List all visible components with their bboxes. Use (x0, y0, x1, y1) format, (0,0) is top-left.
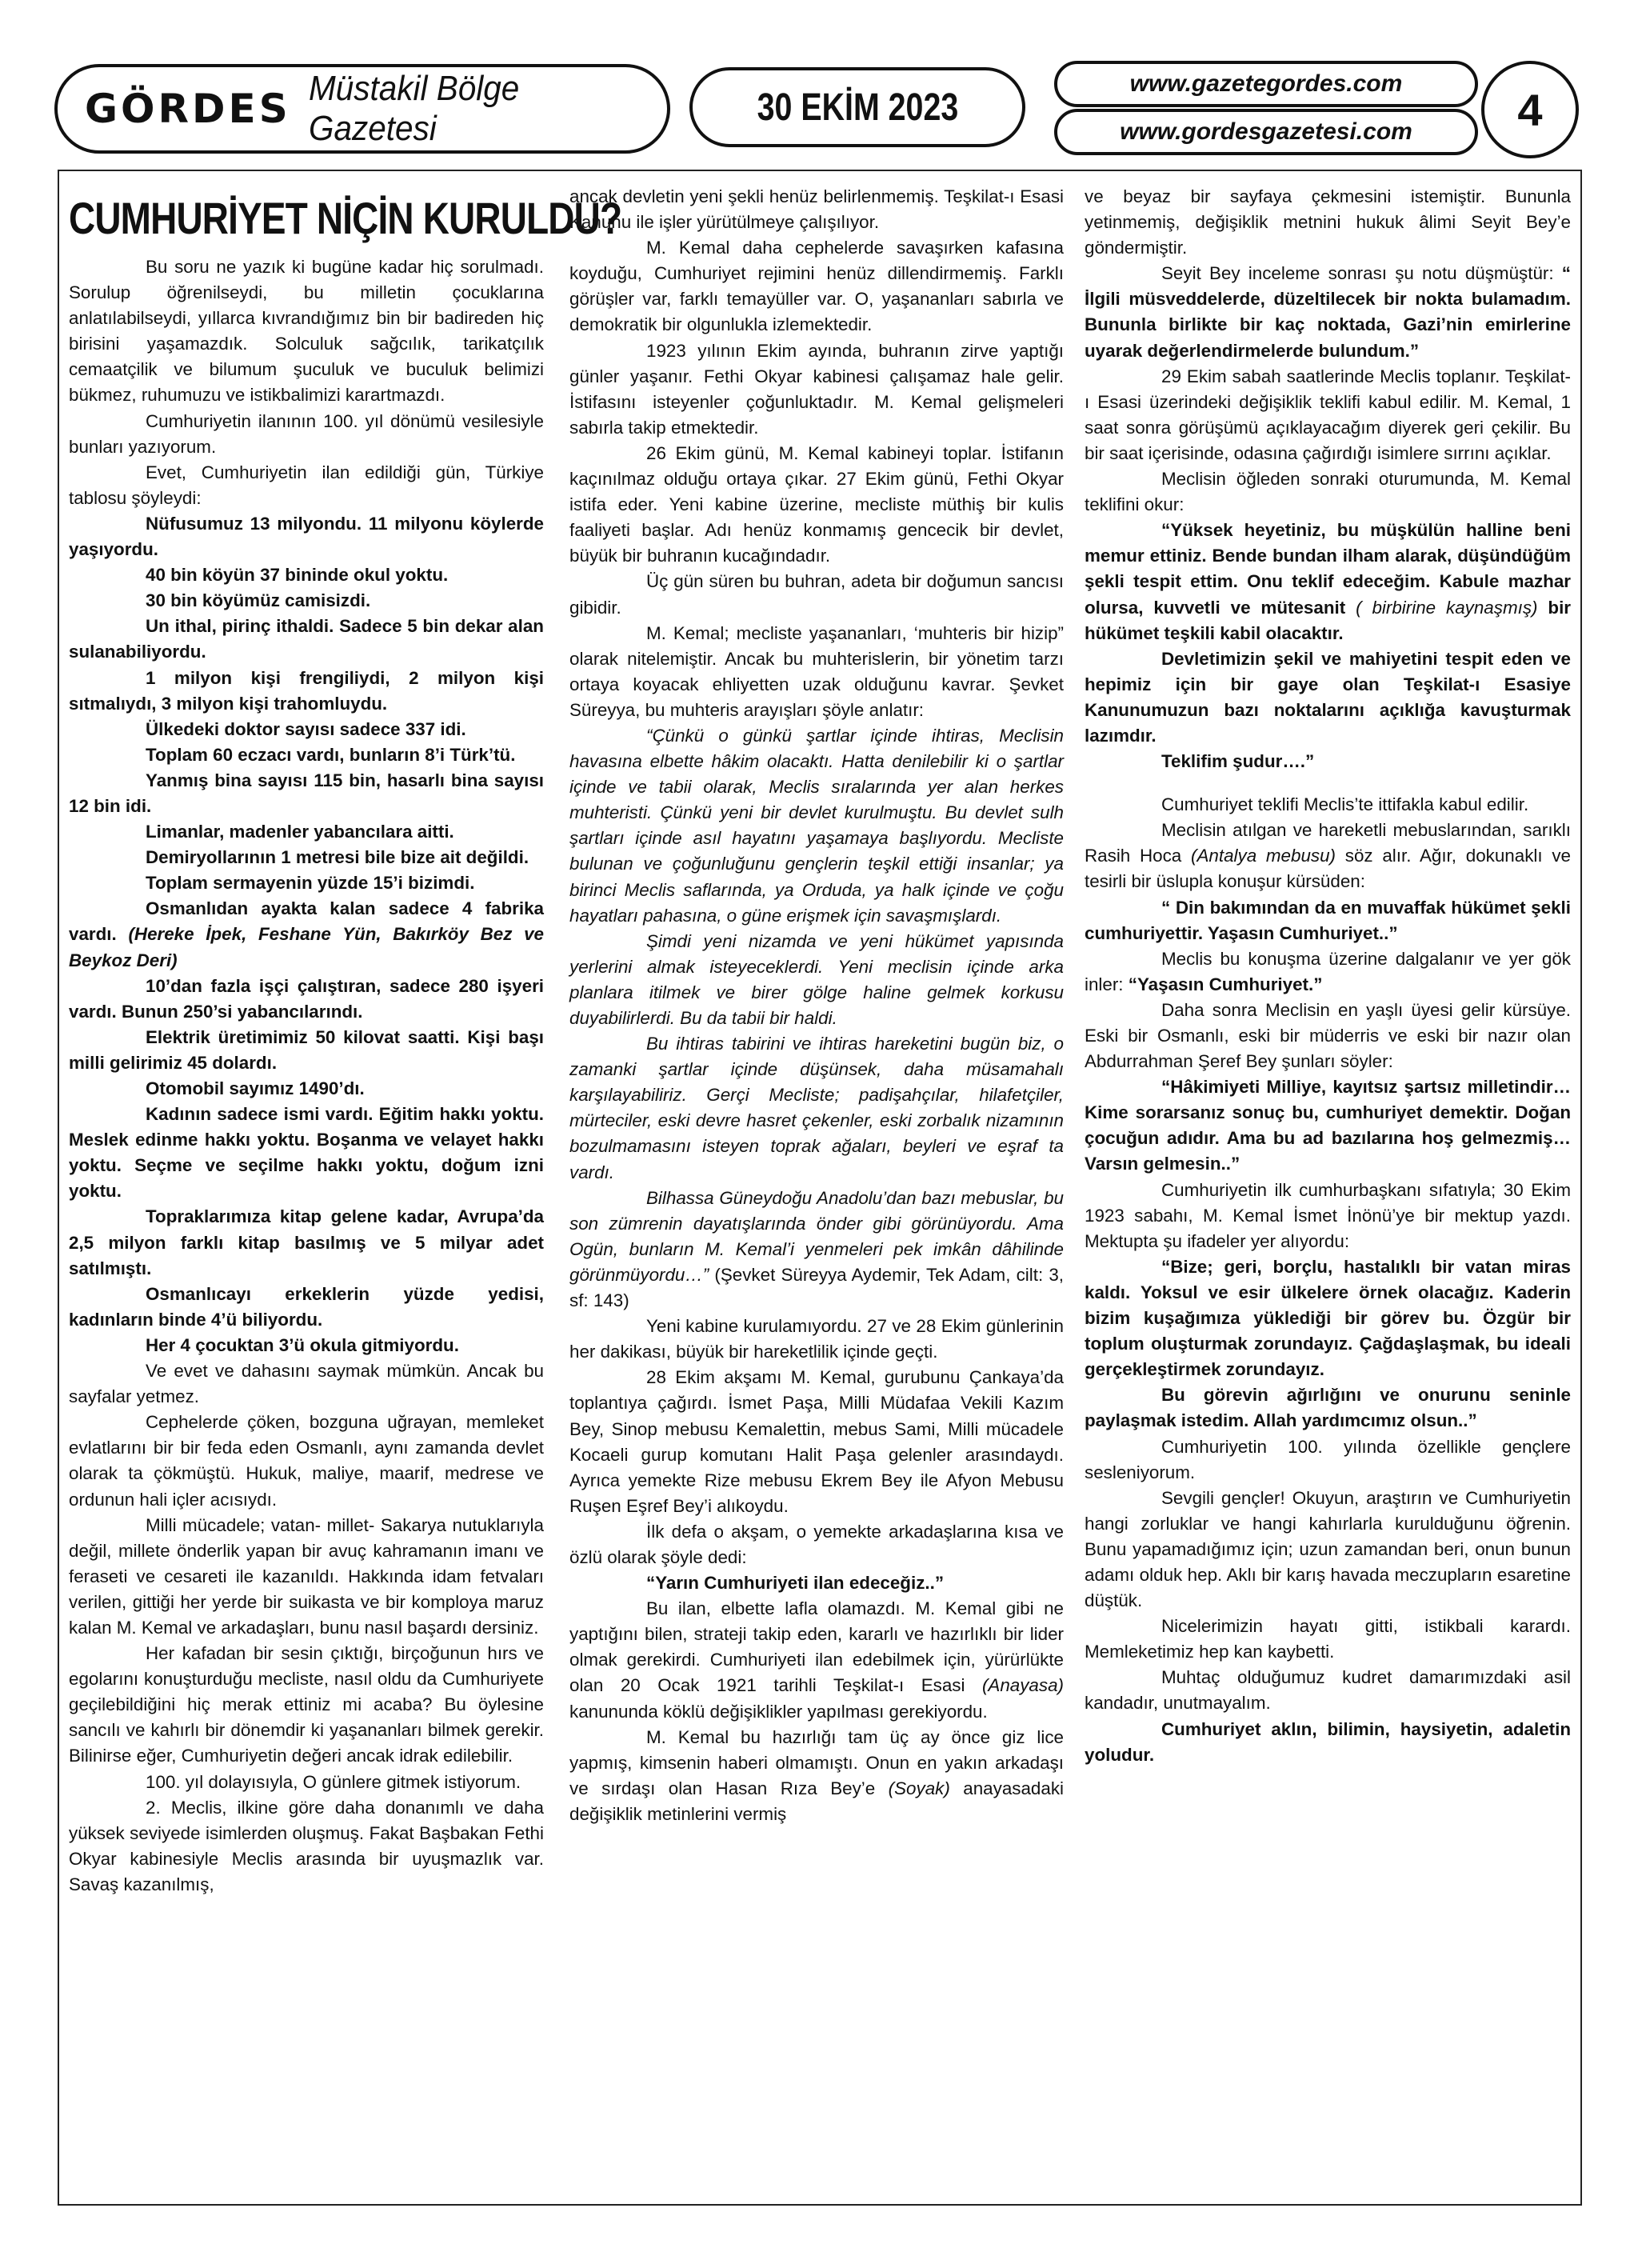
article-paragraph (1085, 998, 1571, 1074)
article-paragraph (569, 929, 1064, 1031)
article-paragraph (69, 1282, 544, 1333)
emphasized-text: Limanlar, madenler yabancılara aitti. (146, 822, 454, 842)
article-paragraph (69, 742, 544, 768)
paragraph-text: Bu ilan, elbette lafla olamazdı. M. Kemal gibi ne yaptığını bilen, strateji takip eden, kararlı ve hazırlıklı bir lider olmak gerekirdi. Cumhuriyeti ilan edebilmek için, yürürlükte olan 20 Ocak 1921 tarihli Teşkilat-ı Esasi (569, 1598, 1064, 1696)
emphasized-text: Yanmış bina sayısı 115 bin, hasarlı bina sayısı 12 bin idi. (69, 770, 544, 816)
paragraph-text: M. Kemal daha cephelerde savaşırken kafasına koyduğu, Cumhuriyet rejimini henüz dillendirmemiş. Farklı görüşler var, farklı temayüller var. O, yaşananları sabırla ve demokratik bir olgunlukla izlemektedir. (569, 238, 1064, 335)
paragraph-text: anayasadaki değişiklik metinlerini vermiş (569, 1778, 1064, 1824)
article-paragraph (69, 974, 544, 1025)
masthead-title-box (54, 64, 670, 154)
emphasized-text: “Yüksek heyetiniz, bu müşkülün halline beni memur ettiniz. Bende bundan ilham alarak, düşündüğüm şekli tespit ettim. Onu teklif edeceğim. Kabule mazhar olursa, kuvvetli ve mütesanit (1085, 520, 1571, 618)
article-paragraph (1085, 946, 1571, 998)
article-paragraph (569, 569, 1064, 620)
paragraph-text: 29 Ekim sabah saatlerinde Meclis toplanır. Teşkilat-ı Esasi üzerindeki değişiklik teklifi kabul edilir. M. Kemal, 1 saat sonra görüşümü açıklayacağım diyerek geri çekilir. Bu bir saat içerisinde, odasına çağırdığı isimlere sırrını açıklar. (1085, 366, 1571, 463)
emphasized-text: Topraklarımıza kitap gelene kadar, Avrupa’da 2,5 milyon farklı kitap basılmış ve 5 milyar adet satılmıştı. (69, 1206, 544, 1278)
article-paragraph (1085, 1074, 1571, 1177)
article-paragraph (569, 723, 1064, 929)
emphasized-text: 30 bin köyümüz camisizdi. (146, 590, 371, 611)
paragraph-text: Nicelerimizin hayatı gitti, istikbali karardı. Memleketimiz hep kan kaybetti. (1085, 1616, 1571, 1662)
emphasized-text: Devletimizin şekil ve mahiyetini tespit eden ve hepimiz için bir gaye olan Teşkilat-ı Esasiye Kanunumuzun bazı noktalarını açıklığa kavuşturmak lazımdır. (1085, 648, 1571, 746)
emphasized-text: Osmanlıdan ayakta kalan sadece 4 fabrika vardı. (69, 898, 544, 945)
article-paragraph (1085, 1434, 1571, 1486)
paragraph-text: ve beyaz bir sayfaya çekmesini istemiştir. Bununla yetinmemiş, değişiklik metnini hukuk âlimi Seyit Bey’e göndermiştir. (1085, 186, 1571, 258)
paragraph-text: İlk defa o akşam, o yemekte arkadaşlarına kısa ve özlü olarak şöyle dedi: (569, 1521, 1064, 1567)
paragraph-text: Cumhuriyetin ilk cumhurbaşkanı sıfatıyla; 30 Ekim 1923 sabahı, M. Kemal İsmet İnönü’ye bir mektup yazdı. Mektupta şu ifadeler yer alıyordu: (1085, 1179, 1571, 1251)
emphasized-text: 1 milyon kişi frengiliydi, 2 milyon kişi sıtmalıydı, 3 milyon kişi trahomluydu. (69, 667, 544, 714)
paragraph-text: Muhtaç olduğumuz kudret damarımızdaki asil kandadır, unutmayalım. (1085, 1667, 1571, 1714)
article-paragraph (569, 1365, 1064, 1519)
emphasized-text: “Bize; geri, borçlu, hastalıklı bir vatan miras kaldı. Yoksul ve esir ülkelere örnek olacağız. Kaderin bizim kuşağımıza yüklediği bir görev bu. Özgür bir toplum oluşturmak zorundayız. Çağdaşlaşmak, bu ideali gerçekleştirmek zorundayız. (1085, 1256, 1571, 1380)
emphasized-text: “Çünkü o günkü şartlar içinde ihtiras, Meclisin havasına elbette hâkim olacaktı. Hatta denilebilir ki o şartlar içinde ve tabii olarak, Meclis sıralarında yer alan herkes muhteristi. Çünkü yeni bir devlet kurulmuştu. Bu devlet sulh şartları içinde asıl hayatını yaşamaya başlıyordu. Mecliste bulunan ve çoğunluğunu gençlerin teşkil ettiği insanlar; ya birinci Meclis saflarında, ya Orduda, ya halk içinde ve çoğu hayatları pahasına, o güne erişmek için savaşmışlardı. (569, 725, 1064, 926)
emphasized-text: bir hükümet teşkili kabil olacaktır. (1085, 597, 1572, 643)
article-paragraph (569, 1596, 1064, 1724)
article-paragraph (69, 768, 544, 819)
article-paragraph (1085, 1614, 1571, 1665)
emphasized-text: “Yaşasın Cumhuriyet.” (1128, 974, 1323, 994)
article-paragraph (1085, 466, 1571, 518)
emphasized-text: Otomobil sayımız 1490’dı. (146, 1078, 365, 1098)
article-paragraph (69, 896, 544, 973)
emphasized-text: (Anayasa) (981, 1675, 1064, 1696)
article-paragraph (69, 1795, 544, 1898)
emphasized-text: Demiryollarının 1 metresi bile bize ait değildi. (146, 847, 529, 868)
paragraph-text: Cumhuriyet teklifi Meclis’te ittifakla kabul edilir. (1161, 794, 1529, 815)
paragraph-text: 100. yıl dolayısıyla, O günlere gitmek istiyorum. (146, 1771, 521, 1792)
emphasized-text: Bu görevin ağırlığını ve onurunu seninle paylaşmak istedim. Allah yardımcımız olsun..” (1085, 1385, 1571, 1431)
paragraph-text: Ve evet ve dahasını saymak mümkün. Ancak bu sayfalar yetmez. (69, 1361, 544, 1407)
paragraph-text: Cephelerde çöken, bozguna uğrayan, memleket evlatlarını bir bir feda eden Osmanlı, aynı zamanda devlet olarak ta çökmüştü. Hukuk, maliye, maarif, medrese ve ordunun hali içler acısıydı. (69, 1412, 544, 1510)
paragraph-text: Seyit Bey inceleme sonrası şu notu düşmüştür: (1161, 263, 1562, 284)
article-paragraph (569, 338, 1064, 441)
paragraph-text: 1923 yılının Ekim ayında, buhranın zirve yaptığı günler yaşanır. Fethi Okyar kabinesi çalışamaz hale gelir. İstifasını isteyenler çoğunluktadır. M. Kemal gelişmeleri sabırla takip etmektedir. (569, 340, 1064, 438)
paragraph-text: ancak devletin yeni şekli henüz belirlenmemiş. Teşkilat-ı Esasi Kanunu ile işler yürütülmeye çalışılıyor. (569, 186, 1064, 233)
article-paragraph (69, 1641, 544, 1769)
emphasized-text: Bilhassa Güneydoğu Anadolu’dan bazı mebuslar, bu son zümrenin dayatışlarında önder gibi görünüyordu. Ama Ogün, bunların M. Kemal’i yenmeleri pek imkân dâhilinde görünmüyordu…” (569, 1187, 1064, 1285)
emphasized-text: Teklifim şudur….” (1161, 751, 1315, 772)
article-paragraph (69, 819, 544, 845)
emphasized-text: “Yarın Cumhuriyeti ilan edeceğiz..” (646, 1573, 945, 1594)
paragraph-text: Üç gün süren bu buhran, adeta bir doğumun sancısı gibidir. (569, 571, 1064, 618)
paragraph-text: Meclis bu konuşma üzerine dalgalanır ve yer gök inler: (1085, 948, 1571, 994)
paragraph-text: Meclisin atılgan ve hareketli mebuslarından, sarıklı Rasih Hoca (1085, 820, 1571, 866)
article-paragraph (69, 1204, 544, 1281)
emphasized-text: “ Din bakımından da en muvaffak hükümet şekli cumhuriyettir. Yaşasın Cumhuriyet..” (1085, 897, 1571, 943)
website-link-1[interactable]: www.gazetegordes.com (1054, 61, 1478, 107)
paragraph-text: Yeni kabine kurulamıyordu. 27 ve 28 Ekim günlerinin her dakikası, büyük bir hareketlilik içinde geçti. (569, 1316, 1064, 1362)
paragraph-text: Her kafadan bir sesin çıktığı, birçoğunun hırs ve egolarını konuşturduğu mecliste, nasıl oldu da Cumhuriyete geçilebildiğini hiç merak ettiniz mi acaba? Bu öylesine sancılı ve kahırlı bir dönemdir ki yaşananları bilmek gerekir. Bilinirse eğer, Cumhuriyetin değeri ancak idrak edilebilir. (69, 1643, 544, 1766)
article-paragraph (69, 588, 544, 614)
article-paragraph (569, 1186, 1064, 1314)
paragraph-text: 2. Meclis, ilkine göre daha donanımlı ve daha yüksek seviyede isimlerden oluşmuş. Fakat Başbakan Fethi Okyar kabinesiyle Meclis arasında bir uyuşmazlık var. Savaş kazanılmış, (69, 1797, 544, 1894)
emphasized-text: Kadının sadece ismi vardı. Eğitim hakkı yoktu. Meslek edinme hakkı yoktu. Boşanma ve velayet hakkı yoktu. Seçme ve seçilme hakkı yoktu, doğum izni yoktu. (69, 1104, 544, 1202)
emphasized-text: Her 4 çocuktan 3’ü okula gitmiyordu. (146, 1334, 459, 1355)
article-paragraph (1085, 646, 1571, 749)
article-paragraph (69, 1102, 544, 1204)
article-paragraph (1085, 184, 1571, 261)
emphasized-text: Elektrik üretimimiz 50 kilovat saatti. Kişi başı milli gelirimiz 45 dolardı. (69, 1026, 544, 1073)
article-paragraph (1085, 1178, 1571, 1254)
article-paragraph (1085, 895, 1571, 946)
article-paragraph (569, 621, 1064, 723)
emphasized-text: ( birbirine kaynaşmış) (1356, 597, 1538, 618)
emphasized-text: 40 bin köyün 37 bininde okul yoktu. (146, 565, 449, 586)
paragraph-text: kanununda köklü değişiklikler yapılması gerekiyordu. (569, 1701, 988, 1722)
paragraph-text: 28 Ekim akşamı M. Kemal, gurubunu Çankaya’da toplantıya çağırdı. İsmet Paşa, Milli Müdafaa Vekili Kazım Bey, Sinop mebusu Kemalettin, mebus Sami, Milli mücadele Kocaeli gurup komutanı Halit Paşa gelenler arasındaydı. Ayrıca yemekte Rize mebusu Ekrem Bey ile Afyon Mebusu Ruşen Eşref Bey’i alıkoydu. (569, 1367, 1064, 1516)
article-paragraph (569, 1570, 1064, 1596)
article-paragraph (69, 1410, 544, 1512)
article-paragraph (1085, 518, 1571, 646)
paragraph-text: Bu soru ne yazık ki bugüne kadar hiç sorulmadı. Sorulup öğrenilseydi, bu milletin çocuklarına anlatılabilseydi, yıllarca kıvrandığımız bin bir badireden hiç birisini yaşamazdık. Solculuk sağcılık, tarikatçılık cemaatçilik ve bilumum şuculuk ve buculuk belimizi bükmez, ruhumuzu ve istikbalimizi karartmazdı. (69, 257, 544, 406)
paragraph-text: Sevgili gençler! Okuyun, araştırın ve Cumhuriyetin hangi zorluklar ve hangi kahırlarla kurulduğunu öğrenin. Bunu yapamadığımız için; uzun zamandan beri, onun bunun adamı olduk hep. Aklı bir karış havada meczupların esaretine düştük. (1085, 1487, 1571, 1611)
article-paragraph (569, 441, 1064, 569)
article-paragraph (1085, 1717, 1571, 1768)
article-paragraph (1085, 749, 1571, 774)
paragraph-text: Meclisin öğleden sonraki oturumunda, M. Kemal teklifini okur: (1085, 469, 1571, 515)
article-paragraph (569, 1314, 1064, 1365)
article-paragraph (1085, 1254, 1571, 1382)
article-paragraph (1085, 364, 1571, 466)
article-paragraph (69, 1076, 544, 1102)
issue-date-box (689, 67, 1025, 147)
article-paragraph (569, 1031, 1064, 1186)
article-paragraph (69, 1513, 544, 1641)
article-paragraph (1085, 818, 1571, 894)
emphasized-text: Toplam 60 eczacı vardı, bunların 8’i Türk’tü. (146, 744, 516, 765)
emphasized-text: Bu ihtiras tabirini ve ihtiras hareketini bugün biz, o zamanki şartlar içinde düşünsek, daha müsamahalı karşılayabiliriz. Gerçi Mecliste; padişahçılar, hilafetçiler, mürteciler, eski devre hasret çekenler, eski zorbalık nizamının bozulmamasını isteyen toprak ağaları, beyleri ve eşraf ta vardı. (569, 1034, 1064, 1182)
issue-date: 30 EKİM 2023 (757, 86, 958, 129)
page-number: 4 (1481, 61, 1579, 158)
paragraph-text: Milli mücadele; vatan- millet- Sakarya nutuklarıyla değil, millete önderlik yapan bir avuç kahramanın imanı ve feraseti ve cesareti ile kazanıldı. Hakkında idam fetvaları verilen, gittiği her yerde bir suikasta ve bir komploya maruz kalan M. Kemal ve arkadaşları, bunu nasıl başardı dersiniz. (69, 1514, 544, 1638)
article-paragraph (1085, 1486, 1571, 1614)
newspaper-brand: GÖRDES (85, 86, 291, 132)
article-paragraph (569, 184, 1064, 235)
article-paragraph (1085, 1665, 1571, 1716)
emphasized-text: (Antalya mebusu) (1191, 846, 1336, 866)
emphasized-text: Un ithal, pirinç ithaldi. Sadece 5 bin dekar alan sulanabiliyordu. (69, 616, 544, 662)
emphasized-text: “ İlgili müsveddelerde, düzeltilecek bir nokta bulamadım. Bununla birlikte bir kaç noktada, Gazi’nin emirlerine uyarak değerlendirmelerde bulundum.” (1085, 263, 1571, 361)
article-paragraph (1085, 261, 1571, 363)
article-paragraph (1085, 792, 1571, 818)
article-paragraph (69, 460, 544, 511)
article-paragraph (69, 1770, 544, 1795)
article-paragraph (69, 254, 544, 409)
paragraph-text: Daha sonra Meclisin en yaşlı üyesi gelir kürsüye. Eski bir Osmanlı, eski bir müderris ve eski bir nazır olan Abdurrahman Şeref Bey şunları söyler: (1085, 999, 1571, 1072)
article-paragraph (569, 235, 1064, 338)
emphasized-text: (Hereke İpek, Feshane Yün, Bakırköy Bez ve Beykoz Deri) (69, 924, 544, 970)
article-paragraph (69, 1025, 544, 1076)
article-paragraph (69, 1333, 544, 1358)
paragraph-text: M. Kemal; mecliste yaşananları, ‘muhteris bir hizip” olarak nitelemiştir. Ancak bu muhterislerin, bir yönetim tarzı ortaya koyacak ehliyetten uzak olduğunu kavrar. Şevket Süreyya, bu muhteris arayışları şöyle anlatır: (569, 622, 1064, 720)
emphasized-text: Osmanlıcayı erkeklerin yüzde yedisi, kadınların binde 4’ü biliyordu. (69, 1283, 544, 1330)
paragraph-text: söz alır. Ağır, dokunaklı ve tesirli bir üslupla konuşur kürsüden: (1085, 846, 1571, 892)
emphasized-text: Toplam sermayenin yüzde 15’i bizimdi. (146, 873, 475, 894)
website-link-2[interactable]: www.gordesgazetesi.com (1054, 109, 1478, 155)
article-column-3 (1085, 184, 1571, 1768)
paragraph-text: Cumhuriyetin 100. yılında özellikle gençlere sesleniyorum. (1085, 1436, 1571, 1482)
emphasized-text: Nüfusumuz 13 milyondu. 11 milyonu köylerde yaşıyordu. (69, 513, 544, 560)
article-paragraph (69, 614, 544, 665)
article-paragraph (1085, 1382, 1571, 1434)
emphasized-text: (Soyak) (888, 1778, 950, 1798)
article-paragraph (569, 1519, 1064, 1570)
emphasized-text: 10’dan fazla işçi çalıştıran, sadece 280 işyeri vardı. Bunun 250’si yabancılarındı. (69, 975, 544, 1022)
article-paragraph (69, 870, 544, 896)
emphasized-text: Ülkedeki doktor sayısı sadece 337 idi. (146, 718, 466, 739)
article-column-2 (569, 184, 1064, 1827)
article-headline: CUMHURİYET NİÇİN KURULDU? (69, 193, 622, 243)
article-paragraph (69, 666, 544, 717)
paragraph-text: M. Kemal bu hazırlığı tam üç ay önce giz lice yapmış, kimsenin haberi olmamıştı. Onun en yakın arkadaşı ve sırdaşı olan Hasan Rıza Bey’e (569, 1726, 1064, 1798)
paragraph-text: Evet, Cumhuriyetin ilan edildiği gün, Türkiye tablosu şöyleydi: (69, 462, 544, 508)
article-paragraph (69, 1358, 544, 1410)
article-column-1 (69, 184, 622, 1898)
emphasized-text: Şimdi yeni nizamda ve yeni hükümet yapısında yerlerini almak isteyeceklerdi. Yeni meclisin içinde arka planlara itilmek ve birer gölge haline gelmek korkusu duyabilirlerdi. Bu da tabii bir haldi. (569, 930, 1064, 1028)
emphasized-text: “Hâkimiyeti Milliye, kayıtsız şartsız milletindir… Kime sorarsanız sonuç bu, cumhuriyet demektir. Doğan çocuğun adıdır. Ama bu ad bazılarına hoş gelmezmiş…Varsın gelmesin..” (1085, 1077, 1571, 1174)
article-paragraph (69, 717, 544, 742)
article-paragraph (69, 511, 544, 562)
paragraph-text: (Şevket Süreyya Aydemir, Tek Adam, cilt: 3, sf: 143) (569, 1264, 1064, 1311)
article-paragraph (69, 845, 544, 870)
article-paragraph (569, 1725, 1064, 1827)
newspaper-subtitle: Müstakil Bölge Gazetesi (308, 69, 519, 148)
article-paragraph (69, 409, 544, 460)
paragraph-text: Cumhuriyetin ilanının 100. yıl dönümü vesilesiyle bunları yazıyorum. (69, 410, 544, 457)
article-paragraph (69, 562, 544, 588)
paragraph-text: 26 Ekim günü, M. Kemal kabineyi toplar. İstifanın kaçınılmaz olduğu ortaya çıkar. 27 Ekim günü, Fethi Okyar istifa eder. Yeni kabine üzerine, mecliste müthiş bir kulis faaliyeti başlar. Adı henüz konmamış gencecik bir devlet, büyük bir buhranın kucağındadır. (569, 442, 1064, 566)
emphasized-text: Cumhuriyet aklın, bilimin, haysiyetin, adaletin yoludur. (1085, 1718, 1571, 1765)
